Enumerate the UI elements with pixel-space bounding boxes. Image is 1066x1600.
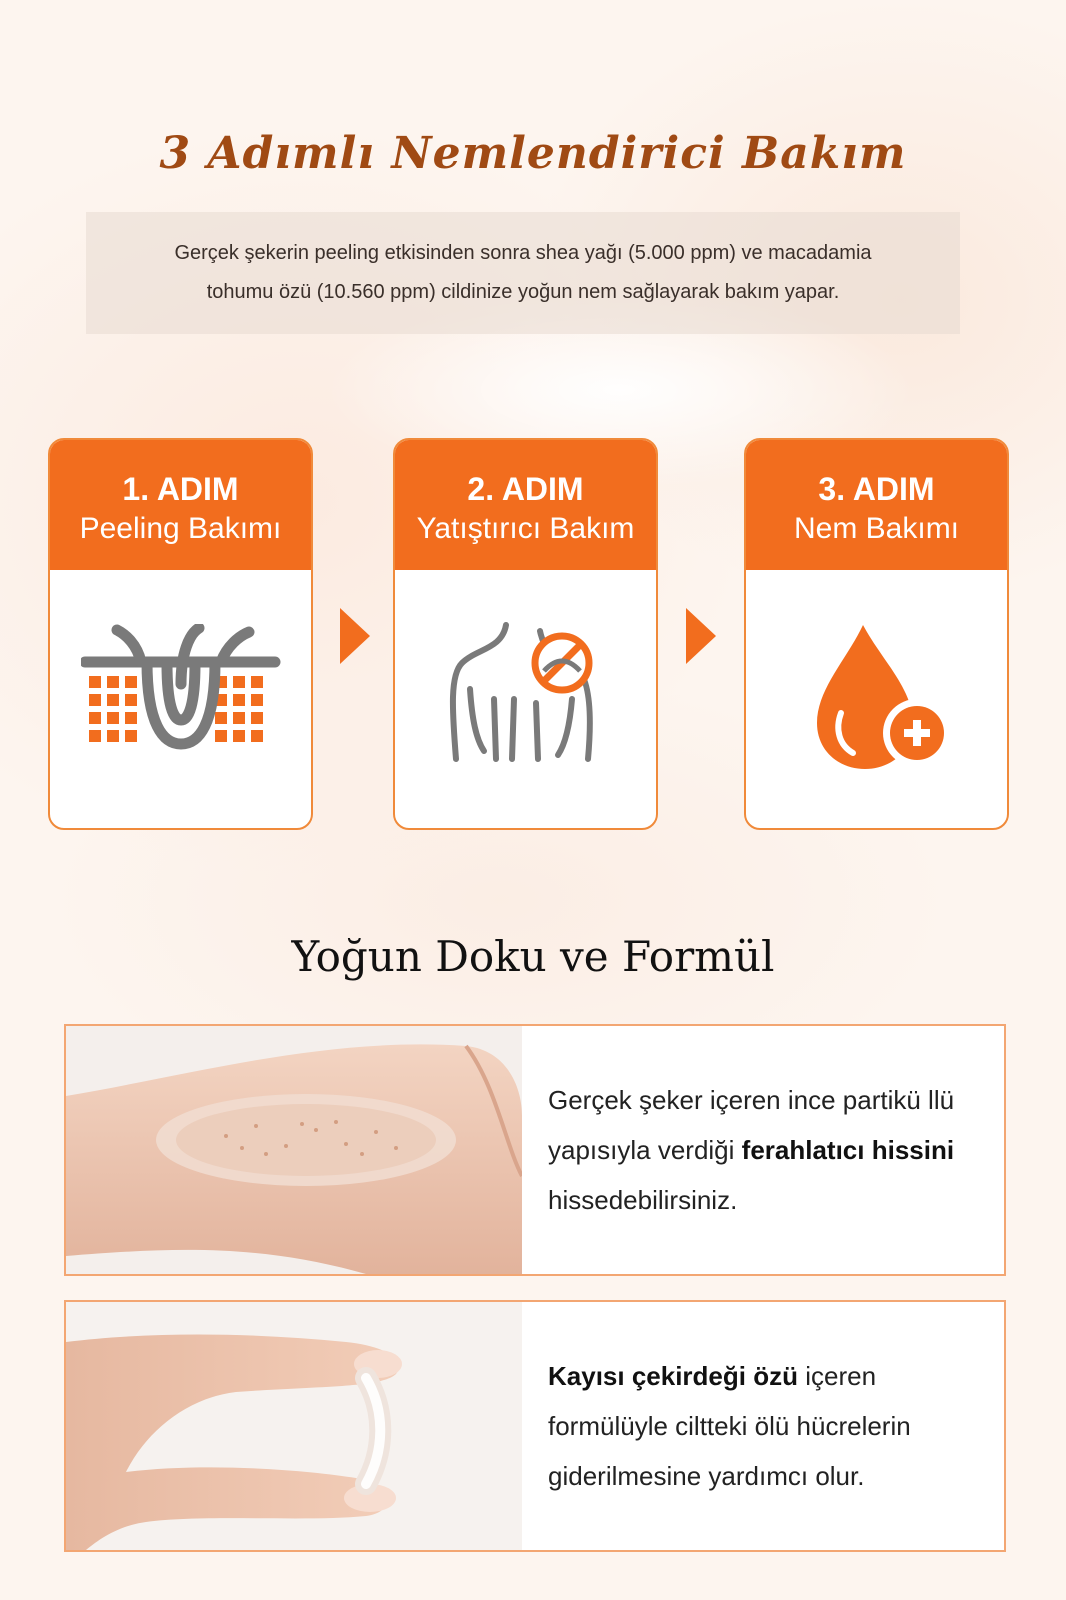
feature-description xyxy=(548,1026,998,1274)
feature-text-plain: içeren xyxy=(797,1361,877,1391)
step-name: Nem Bakımı xyxy=(793,512,960,545)
finger-stretch-image xyxy=(66,1302,522,1550)
feature-text-plain: Gerçek şeker içeren ince partikü llü xyxy=(548,1085,955,1115)
no-irritation-body-icon xyxy=(395,570,656,828)
feature-line xyxy=(548,1175,998,1225)
feature-line xyxy=(548,1075,998,1125)
intro-line-1: Gerçek şekerin peeling etkisinden sonra shea yağı (5.000 ppm) ve macadamia xyxy=(174,242,872,264)
step-card-header xyxy=(50,440,311,570)
page-title: 3 Adımlı Nemlendirici Bakım xyxy=(159,128,907,179)
feature-card-1 xyxy=(64,1024,1006,1276)
feature-text-bold: Kayısı çekirdeği özü xyxy=(548,1361,798,1391)
step-name: Yatıştırıcı Bakım xyxy=(416,512,635,545)
arrow-icon xyxy=(340,608,370,664)
step-number: 3. ADIM xyxy=(818,471,935,507)
step-number: 2. ADIM xyxy=(467,471,584,507)
step-card-2 xyxy=(393,438,658,830)
feature-text-plain: hissedebilirsiniz. xyxy=(548,1185,738,1215)
intro-line-2: tohumu özü (10.560 ppm) cildinize yoğun nem sağlayarak bakım yapar. xyxy=(206,281,840,303)
step-number: 1. ADIM xyxy=(122,471,239,507)
intro-box xyxy=(86,212,960,334)
feature-text-plain: giderilmesine yardımcı olur. xyxy=(548,1461,865,1491)
section-title: Yoğun Doku ve Formül xyxy=(291,932,775,981)
feature-line xyxy=(548,1351,998,1401)
skin-pore-icon xyxy=(50,570,311,828)
feature-card-2 xyxy=(64,1300,1006,1552)
feature-line xyxy=(548,1125,998,1175)
feature-text-plain: formülüyle ciltteki ölü hücrelerin xyxy=(548,1411,911,1441)
hand-swatch-image xyxy=(66,1026,522,1274)
water-drop-plus-icon xyxy=(746,570,1007,828)
feature-line xyxy=(548,1451,998,1501)
step-card-header xyxy=(395,440,656,570)
step-name: Peeling Bakımı xyxy=(79,512,282,545)
feature-description xyxy=(548,1302,998,1550)
step-card-header xyxy=(746,440,1007,570)
step-card-1 xyxy=(48,438,313,830)
step-card-3 xyxy=(744,438,1009,830)
feature-text-bold: ferahlatıcı hissini xyxy=(741,1135,955,1165)
feature-line xyxy=(548,1401,998,1451)
feature-text-plain: yapısıyla verdiği xyxy=(548,1135,742,1165)
arrow-icon xyxy=(686,608,716,664)
